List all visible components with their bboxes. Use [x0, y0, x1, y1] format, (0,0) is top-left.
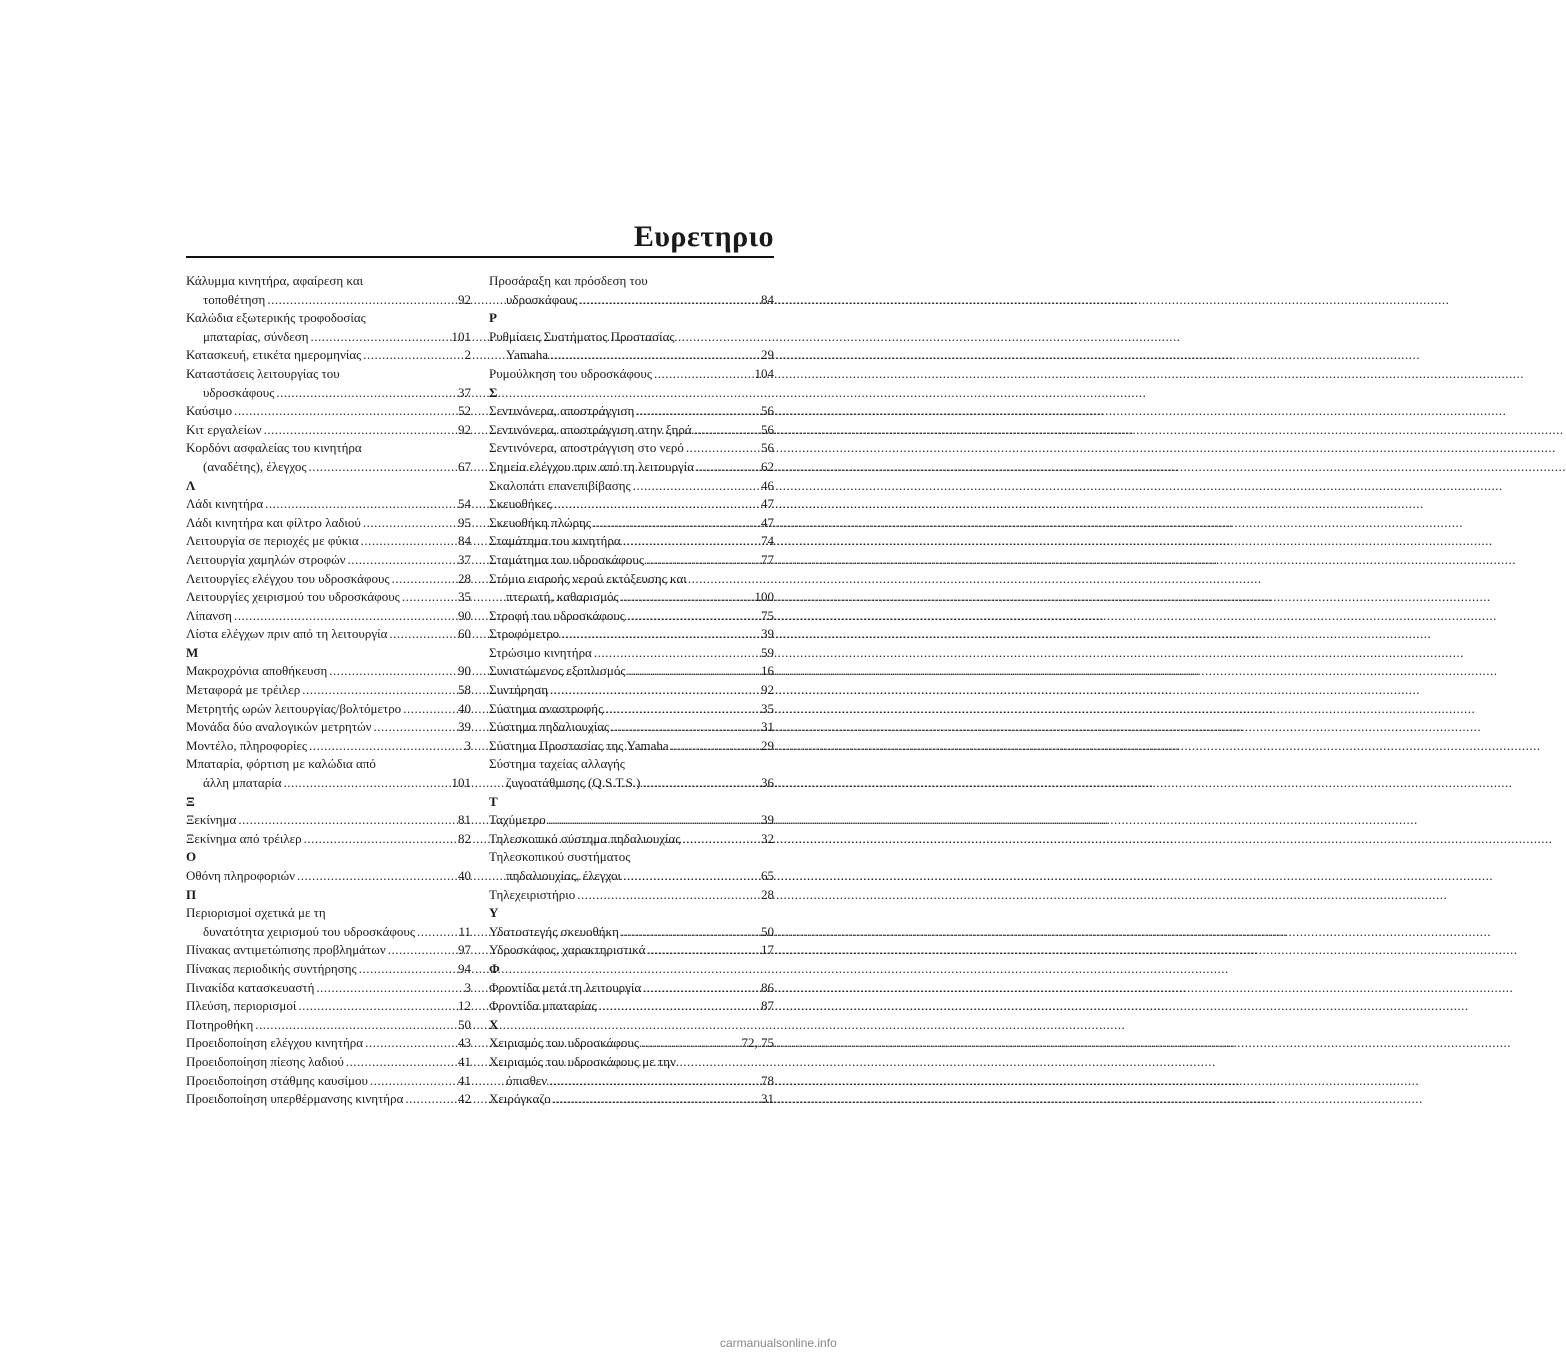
dot-leader: [623, 532, 759, 551]
entry-text: Χειρισμός του υδροσκάφους με την: [489, 1053, 676, 1069]
index-entry: [186, 532, 471, 551]
page-number: 31: [761, 1091, 774, 1107]
page-number: 84: [458, 533, 471, 549]
page-number: 92: [458, 291, 471, 307]
page-number: 17: [761, 942, 774, 958]
entry-text: Σύστημα ταχείας αλλαγής: [489, 756, 625, 772]
entry-text: Περιορισμοί σχετικά με τη: [186, 905, 326, 921]
page-number: 95: [458, 514, 471, 530]
page-number: 101: [451, 775, 471, 791]
index-entry: [489, 439, 774, 458]
dot-leader: [363, 514, 456, 533]
section-letter: Μ: [186, 644, 199, 660]
index-entry: [489, 644, 774, 663]
dot-leader: [682, 830, 759, 849]
dot-leader: [402, 588, 456, 607]
page-title: Ευρετηριο: [633, 220, 774, 253]
section-letter: Σ: [489, 384, 498, 400]
dot-leader: [389, 625, 456, 644]
entry-text: Μεταφορά με τρέιλερ: [186, 682, 301, 698]
index-entry: [186, 904, 471, 941]
dot-leader: [671, 737, 759, 756]
index-entry: [489, 923, 774, 942]
page-number: 43: [458, 1035, 471, 1051]
page-number: 35: [458, 589, 471, 605]
dot-leader: [593, 514, 759, 533]
section-letter: Π: [186, 886, 197, 902]
index-entry: [186, 811, 471, 830]
entry-text: Πίνακας αντιμετώπισης προβλημάτων: [186, 942, 386, 958]
dot-leader: [267, 291, 456, 310]
index-entry: [186, 588, 471, 607]
index-entry: [186, 570, 471, 589]
entry-text: Στροφή του υδροσκάφους: [489, 607, 625, 623]
page-number: 40: [458, 868, 471, 883]
page-number: 72, 75: [741, 1035, 774, 1051]
dot-leader: [309, 737, 462, 756]
section-letter: Ξ: [186, 793, 195, 809]
entry-text: Στρώσιμο κινητήρα: [489, 644, 592, 660]
section-letter: Χ: [489, 1016, 499, 1032]
entry-text: Κιτ εργαλείων: [186, 421, 262, 437]
entry-text: Τηλεσκοπικό σύστημα πηδαλιουχίας: [489, 830, 681, 846]
entry-text: Μετρητής ωρών λειτουργίας/βολτόμετρο: [186, 700, 402, 716]
index-entry: [186, 272, 471, 309]
entry-text: Μοντέλο, πληροφορίες: [186, 737, 308, 753]
index-entry: [186, 1072, 471, 1091]
entry-text: Πινακίδα κατασκευαστή: [186, 979, 315, 995]
watermark-footer: carmanualsonline.info: [720, 1336, 837, 1350]
entry-text: Ξεκίνημα από τρέιλερ: [186, 830, 302, 846]
page-number: 56: [761, 421, 774, 437]
page-number: 47: [761, 496, 774, 512]
page-number: 54: [458, 496, 471, 512]
index-entry: [489, 755, 774, 792]
index-entry: [186, 514, 471, 533]
page-number: 74: [761, 533, 774, 549]
page-number: 37: [458, 551, 471, 567]
entry-text: Συντήρηση: [489, 682, 548, 698]
page-number: 92: [458, 421, 471, 437]
page-number: 78: [761, 1072, 774, 1088]
entry-text: μπαταρίας, σύνδεση: [203, 328, 309, 344]
index-entry: [489, 941, 774, 960]
dot-leader: [374, 718, 456, 737]
entry-text: Πλεύση, περιορισμοί: [186, 998, 297, 1014]
entry-text: Λειτουργία σε περιοχές με φύκια: [186, 533, 359, 549]
index-entry: [186, 439, 471, 476]
dot-leader: [238, 811, 456, 830]
entry-text: Κάλυμμα κινητήρα, αφαίρεση και: [186, 273, 364, 288]
page-number: 101: [451, 328, 471, 344]
entry-text: Υδατοστεγής σκευοθήκη: [489, 923, 619, 939]
entry-text: Yamaha: [506, 347, 549, 363]
page-number: 39: [458, 719, 471, 735]
index-entry: [186, 1016, 471, 1035]
page-number: 97: [458, 942, 471, 958]
index-entry: [489, 662, 774, 681]
dot-leader: [550, 346, 759, 365]
entry-text: Καύσιμο: [186, 403, 233, 419]
index-entry: [186, 718, 471, 737]
page-number: 60: [458, 626, 471, 642]
entry-text: υδροσκάφους: [506, 291, 578, 307]
dot-leader: [654, 365, 753, 384]
entry-text: Προειδοποίηση υπερθέρμανσης κινητήρα: [186, 1091, 404, 1107]
entry-text: υδροσκάφους: [203, 384, 275, 400]
dot-leader: [549, 1072, 759, 1091]
entry-text: όπισθεν: [506, 1072, 548, 1088]
page-number: 56: [761, 440, 774, 456]
entry-text: ζυγοστάθμισης (Q.S.T.S.): [506, 775, 641, 791]
dot-leader: [255, 1016, 456, 1035]
index-entry: [186, 1053, 471, 1072]
page-number: 87: [761, 998, 774, 1014]
dot-leader: [370, 1072, 456, 1091]
page-number: 47: [761, 514, 774, 530]
dot-leader: [304, 830, 456, 849]
index-entry: [489, 272, 774, 309]
dot-leader: [359, 960, 456, 979]
entry-text: Προειδοποίηση ελέγχου κινητήρα: [186, 1035, 364, 1051]
entry-text: Ρυθμίσεις Συστήματος Προστασίας: [489, 328, 675, 344]
entry-text: Κορδόνι ασφαλείας του κινητήρα: [186, 440, 362, 456]
page-number: 35: [761, 700, 774, 716]
index-entry: [186, 421, 471, 440]
section-letter: Ο: [186, 849, 197, 865]
index-entry: [186, 941, 471, 960]
dot-leader: [579, 291, 759, 310]
index-entry: [186, 607, 471, 626]
page-number: 42: [458, 1091, 471, 1107]
page-number: 31: [761, 719, 774, 735]
dot-leader: [363, 346, 462, 365]
dot-leader: [643, 774, 760, 793]
index-entry: [186, 700, 471, 719]
dot-leader: [265, 495, 456, 514]
dot-leader: [298, 997, 456, 1016]
page-number: 32: [761, 830, 774, 846]
index-entry: [489, 365, 774, 384]
index-entry: [489, 402, 774, 421]
dot-leader: [636, 402, 759, 421]
dot-leader: [694, 421, 759, 440]
dot-leader: [234, 607, 456, 626]
page-number: 41: [458, 1072, 471, 1088]
entry-text: Λάδι κινητήρα: [186, 496, 264, 512]
dot-leader: [621, 588, 753, 607]
index-entry: [489, 737, 774, 756]
entry-text: Ποτηροθήκη: [186, 1016, 254, 1032]
index-entry: [186, 997, 471, 1016]
page-number: 58: [458, 682, 471, 698]
entry-text: Σταμάτημα του κινητήρα: [489, 533, 621, 549]
dot-leader: [611, 718, 759, 737]
entry-text: Προειδοποίηση πίεσης λαδιού: [186, 1053, 344, 1069]
dot-leader: [627, 662, 759, 681]
index-entry: [489, 514, 774, 533]
dot-leader: [264, 421, 456, 440]
dot-leader: [548, 811, 759, 830]
entry-text: Λίστα ελέγχων πριν από τη λειτουργία: [186, 626, 388, 642]
page-number: 3: [464, 979, 471, 995]
entry-text: Ταχύμετρο: [489, 812, 546, 828]
dot-leader: [361, 532, 456, 551]
entry-text: Σύστημα πηδαλιουχίας: [489, 719, 610, 735]
page-number: 100: [754, 589, 774, 605]
page-number: 90: [458, 663, 471, 679]
entry-text: Μονάδα δύο αναλογικών μετρητών: [186, 719, 372, 735]
index-entry: [489, 421, 774, 440]
page-number: 84: [761, 291, 774, 307]
page-number: 50: [761, 923, 774, 939]
page-number: 11: [458, 923, 471, 939]
index-entry: [186, 755, 471, 792]
page-number: 3: [464, 737, 471, 753]
page-number: 94: [458, 960, 471, 976]
section-letter: Ρ: [489, 310, 497, 326]
entry-text: Στόμιο εισροής νερού εκτόξευσης και: [489, 570, 687, 586]
index-entry: [489, 607, 774, 626]
dot-leader: [594, 644, 759, 663]
entry-text: Λίπανση: [186, 607, 232, 623]
index-entry: [186, 979, 471, 998]
page-number: 75: [761, 607, 774, 623]
index-entry: [186, 681, 471, 700]
dot-leader: [605, 700, 759, 719]
dot-leader: [643, 979, 759, 998]
dot-leader: [633, 477, 759, 496]
page-number: 29: [761, 347, 774, 363]
dot-leader: [405, 1090, 456, 1109]
index-entry: [489, 477, 774, 496]
entry-text: δυνατότητα χειρισμού του υδροσκάφους: [203, 923, 415, 939]
entry-text: Χειρόγκαζο: [489, 1091, 551, 1107]
page-number: 37: [458, 384, 471, 400]
dot-leader: [302, 681, 456, 700]
index-entry: [489, 551, 774, 570]
section-letter: Φ: [489, 960, 500, 976]
entry-text: Λειτουργία χαμηλών στροφών: [186, 551, 346, 567]
page-number: 39: [761, 626, 774, 642]
index-entry: [186, 960, 471, 979]
index-entry: [186, 402, 471, 421]
dot-leader: [553, 1090, 759, 1109]
index-entry: [489, 681, 774, 700]
page-number: 16: [761, 663, 774, 679]
index-entry: [489, 997, 774, 1016]
entry-text: Τηλεχειριστήριο: [489, 886, 576, 902]
entry-text: Στροφόμετρο: [489, 626, 560, 642]
entry-text: τοποθέτηση: [203, 291, 266, 307]
entry-text: Φροντίδα μπαταρίας: [489, 998, 597, 1014]
dot-leader: [284, 774, 450, 793]
index-entry: [489, 1053, 774, 1090]
index-entry: [186, 495, 471, 514]
page-number: 56: [761, 403, 774, 419]
entry-text: Σκαλοπάτι επανεπιβίβασης: [489, 477, 631, 493]
entry-text: Οθόνη πληροφοριών: [186, 868, 296, 883]
index-column-left: [186, 272, 471, 1109]
entry-text: Λάδι κινητήρα και φίλτρο λαδιού: [186, 514, 361, 530]
page-number: 52: [458, 403, 471, 419]
section-letter: Τ: [489, 793, 498, 809]
entry-text: Συνιστώμενος εξοπλισμός: [489, 663, 626, 679]
dot-leader: [641, 1034, 739, 1053]
page-number: 77: [761, 551, 774, 567]
index-entry: [489, 570, 774, 607]
index-entry: [489, 830, 774, 849]
index-entry: [186, 867, 471, 886]
dot-leader: [696, 458, 759, 477]
entry-text: (αναδέτης), έλεγχος: [203, 458, 307, 474]
dot-leader: [346, 1053, 456, 1072]
entry-text: Μακροχρόνια αποθήκευση: [186, 663, 328, 679]
entry-text: Σεντινόνερα, αποστράγγιση στο νερό: [489, 440, 684, 456]
dot-leader: [686, 439, 759, 458]
index-entry: [489, 495, 774, 514]
page-number: 81: [458, 812, 471, 828]
page-number: 39: [761, 812, 774, 828]
index-entry: [489, 458, 774, 477]
index-entry: [489, 848, 774, 885]
dot-leader: [577, 886, 759, 905]
page-number: 92: [761, 682, 774, 698]
index-entry: [489, 1034, 774, 1053]
dot-leader: [417, 923, 457, 942]
index-entry: [489, 700, 774, 719]
entry-text: Υδροσκάφος, χαρακτηριστικά: [489, 942, 646, 958]
entry-text: Σκευοθήκη πλώρης: [489, 514, 591, 530]
entry-text: Φροντίδα μετά τη λειτουργία: [489, 979, 642, 995]
page-number: 86: [761, 979, 774, 995]
index-entry: [186, 1090, 471, 1109]
entry-text: Χειρισμός του υδροσκάφους: [489, 1035, 640, 1051]
page-number: 28: [458, 570, 471, 586]
index-entry: [489, 532, 774, 551]
entry-text: Σημεία ελέγχου πριν από τη λειτουργία: [489, 458, 695, 474]
entry-text: Σύστημα Προστασίας της Yamaha: [489, 737, 669, 753]
dot-leader: [623, 867, 759, 886]
dot-leader: [311, 328, 450, 347]
dot-leader: [646, 551, 759, 570]
page-number: 46: [761, 477, 774, 493]
index-entry: [186, 1034, 471, 1053]
page-number: 29: [761, 737, 774, 753]
entry-text: Κατασκευή, ετικέτα ημερομηνίας: [186, 347, 362, 363]
entry-text: Σκευοθήκες: [489, 496, 552, 512]
entry-text: πτερωτή, καθαρισμός: [506, 589, 619, 605]
index-entry: [186, 309, 471, 346]
entry-text: Καταστάσεις λειτουργίας του: [186, 365, 340, 381]
index-entry: [186, 830, 471, 849]
page-number: 36: [761, 775, 774, 791]
dot-leader: [550, 681, 759, 700]
entry-text: Σεντινόνερα, αποστράγγιση: [489, 403, 635, 419]
dot-leader: [329, 662, 456, 681]
dot-leader: [554, 495, 759, 514]
index-entry: [186, 551, 471, 570]
dot-leader: [403, 700, 456, 719]
page-number: 41: [458, 1053, 471, 1069]
dot-leader: [621, 923, 759, 942]
title-rule: [186, 256, 774, 258]
entry-text: Καλώδια εξωτερικής τροφοδοσίας: [186, 310, 366, 326]
entry-text: Μπαταρία, φόρτιση με καλώδια από: [186, 756, 376, 772]
entry-text: Λειτουργίες χειρισμού του υδροσκάφους: [186, 589, 400, 605]
index-entry: [186, 346, 471, 365]
entry-text: Σύστημα αναστροφής: [489, 700, 604, 716]
dot-leader: [365, 1034, 456, 1053]
page-number: 2: [464, 347, 471, 363]
page-number: 65: [761, 868, 774, 883]
section-letter: Λ: [186, 477, 196, 493]
index-entry: [186, 662, 471, 681]
entry-text: άλλη μπαταρία: [203, 775, 282, 791]
page-number: 40: [458, 700, 471, 716]
page-number: 67: [458, 458, 471, 474]
index-column-right: [489, 272, 774, 1109]
dot-leader: [647, 941, 759, 960]
dot-leader: [599, 997, 759, 1016]
page-number: 50: [458, 1016, 471, 1032]
dot-leader: [627, 607, 759, 626]
dot-leader: [388, 941, 456, 960]
dot-leader: [348, 551, 456, 570]
page-number: 12: [458, 998, 471, 1014]
dot-leader: [297, 867, 456, 886]
dot-leader: [309, 458, 456, 477]
index-entry: [489, 1090, 774, 1109]
dot-leader: [234, 402, 456, 421]
index-entry: [489, 328, 774, 365]
page-number: 28: [761, 886, 774, 902]
entry-text: Λειτουργίες ελέγχου του υδροσκάφους: [186, 570, 390, 586]
entry-text: Ξεκίνημα: [186, 812, 237, 828]
dot-leader: [561, 625, 759, 644]
entry-text: Ρυμούλκηση του υδροσκάφους: [489, 365, 652, 381]
index-entry: [186, 737, 471, 756]
dot-leader: [392, 570, 456, 589]
entry-text: Πίνακας περιοδικής συντήρησης: [186, 960, 357, 976]
entry-text: Προσάραξη και πρόσδεση του: [489, 273, 648, 288]
index-entry: [489, 886, 774, 905]
page-number: 90: [458, 607, 471, 623]
index-entry: [489, 718, 774, 737]
index-entry: [489, 625, 774, 644]
page-number: 104: [754, 365, 774, 381]
entry-text: Τηλεσκοπικού συστήματος: [489, 849, 631, 865]
entry-text: Σταμάτημα του υδροσκάφους: [489, 551, 645, 567]
entry-text: πηδαλιουχίας, έλεγχοι: [506, 868, 622, 883]
index-entry: [489, 811, 774, 830]
page-number: 59: [761, 644, 774, 660]
entry-text: Προειδοποίηση στάθμης καυσίμου: [186, 1072, 368, 1088]
page-number: 82: [458, 830, 471, 846]
page-number: 62: [761, 458, 774, 474]
entry-text: Σεντινόνερα, αποστράγγιση στην ξηρά: [489, 421, 692, 437]
dot-leader: [316, 979, 462, 998]
index-entry: [186, 625, 471, 644]
dot-leader: [276, 384, 456, 403]
index-entry: [186, 365, 471, 402]
section-letter: Υ: [489, 905, 499, 921]
index-entry: [489, 979, 774, 998]
